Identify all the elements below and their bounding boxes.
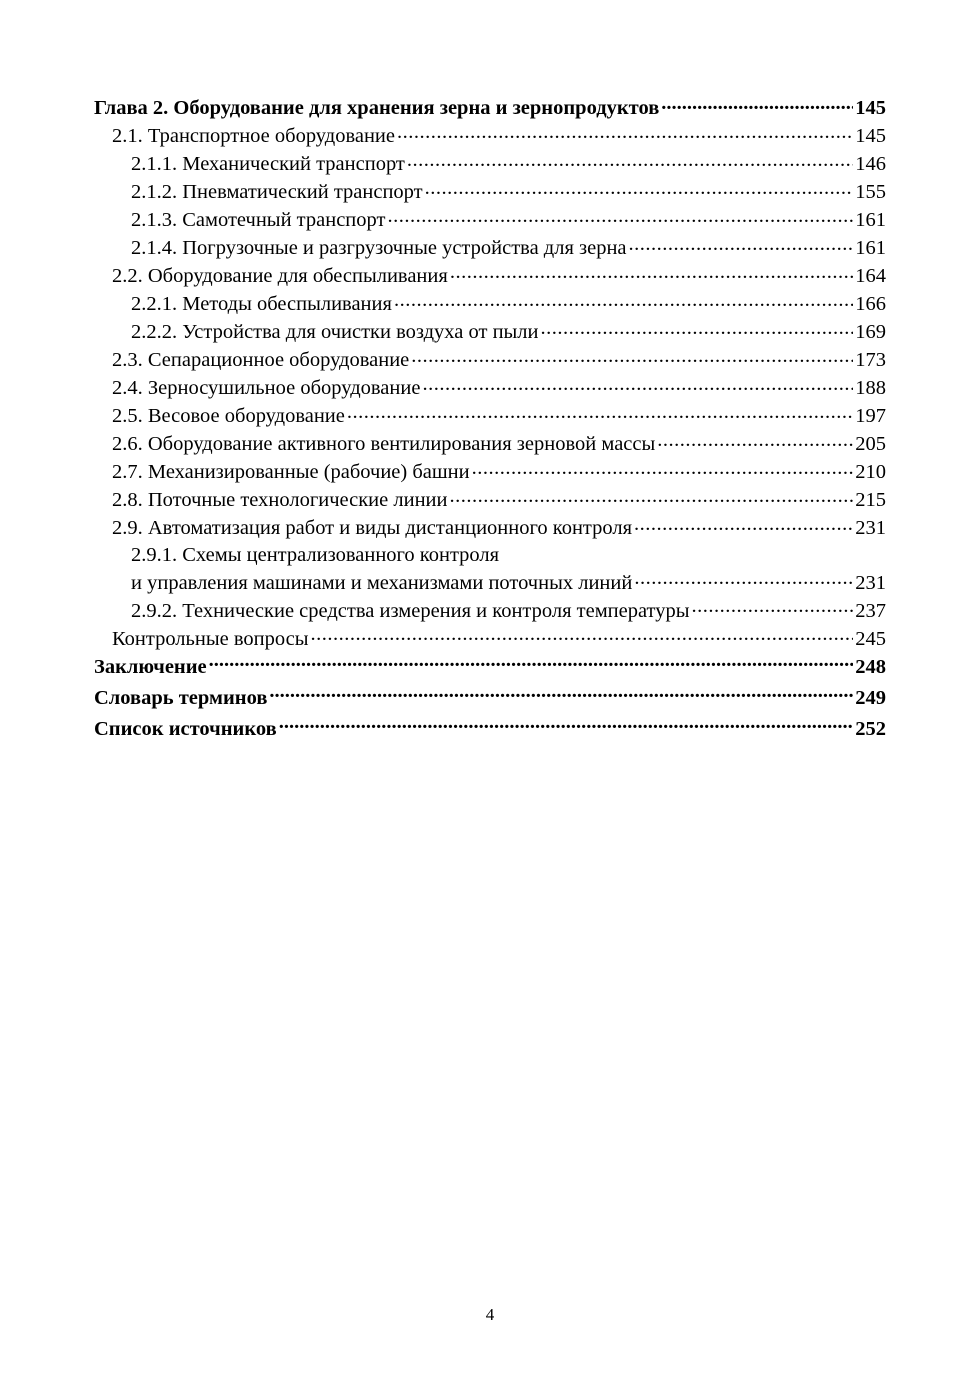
toc-entry-2-2[interactable] — [94, 262, 886, 290]
dot-leader — [269, 684, 853, 705]
toc-entry-page: 161 — [855, 237, 886, 259]
table-of-contents — [94, 93, 886, 745]
toc-entry-page: 248 — [855, 656, 886, 678]
toc-entry-title: 2.1. Транспортное оборудование — [112, 125, 395, 147]
toc-entry-2-9-1[interactable] — [94, 568, 886, 596]
toc-entry-2-1-2[interactable] — [94, 178, 886, 206]
toc-entry-page: 231 — [855, 571, 886, 594]
toc-entry-2-2-1[interactable] — [94, 290, 886, 318]
toc-entry-page: 205 — [855, 433, 886, 455]
toc-entry-title: 2.8. Поточные технологические линии — [112, 489, 448, 511]
dot-leader — [657, 430, 853, 451]
toc-entry-title: 2.2. Оборудование для обеспыливания — [112, 265, 448, 287]
page-number: 4 — [485, 1305, 495, 1324]
toc-entry-title: Заключение — [94, 656, 207, 678]
dot-leader — [472, 458, 854, 479]
toc-entry-2-7[interactable] — [94, 458, 886, 486]
dot-leader — [541, 318, 854, 339]
toc-entry-page: 145 — [855, 125, 886, 147]
toc-entry-2-6[interactable] — [94, 430, 886, 458]
toc-entry-page: 215 — [855, 489, 886, 511]
toc-entry-2-4[interactable] — [94, 374, 886, 402]
dot-leader — [661, 93, 853, 114]
toc-entry-title: 2.9.2. Технические средства измерения и контроля температуры — [131, 599, 690, 622]
toc-entry-page: 161 — [855, 209, 886, 231]
toc-entry-2-9-1-line1[interactable]: 2.9.1. Схемы централизованного контроля — [131, 543, 500, 566]
dot-leader — [397, 122, 853, 143]
toc-entry-2-1-3[interactable] — [94, 206, 886, 234]
toc-entry-title: 2.6. Оборудование активного вентилирования зерновой массы — [112, 433, 656, 455]
dot-leader — [450, 262, 853, 283]
toc-entry-2-1[interactable] — [94, 122, 886, 150]
toc-entry-title: Словарь терминов — [94, 687, 268, 709]
dot-leader — [422, 374, 853, 395]
dot-leader — [407, 150, 853, 171]
toc-entry-conclusion[interactable] — [94, 652, 886, 683]
dot-leader — [209, 653, 854, 674]
toc-entry-title: 2.1.4. Погрузочные и разгрузочные устройства для зерна — [131, 237, 627, 259]
toc-entry-title: 2.7. Механизированные (рабочие) башни — [112, 461, 470, 483]
toc-entry-page: 210 — [855, 461, 886, 483]
toc-entry-page: 197 — [855, 405, 886, 427]
toc-entry-title: Контрольные вопросы — [112, 627, 309, 650]
toc-entry-title: Список источников — [94, 718, 277, 740]
toc-entry-page: 252 — [855, 718, 886, 740]
toc-entry-page: 237 — [855, 599, 886, 622]
toc-entry-title: и управления машинами и механизмами поточных линий — [131, 571, 633, 594]
dot-leader — [387, 206, 853, 227]
dot-leader — [394, 290, 853, 311]
toc-entry-page: 145 — [855, 96, 886, 119]
toc-entry-title: 2.2.2. Устройства для очистки воздуха от пыли — [131, 321, 539, 343]
dot-leader — [692, 596, 854, 617]
toc-entry-page: 166 — [855, 293, 886, 315]
dot-leader — [634, 514, 853, 535]
toc-entry-page: 173 — [855, 349, 886, 371]
toc-entry-page: 188 — [855, 377, 886, 399]
dot-leader — [449, 486, 853, 507]
toc-entry-glossary[interactable] — [94, 683, 886, 714]
toc-entry-page: 146 — [855, 153, 886, 175]
dot-leader — [279, 715, 854, 736]
dot-leader — [311, 624, 854, 645]
dot-leader — [629, 234, 854, 255]
toc-entry-title: 2.1.3. Самотечный транспорт — [131, 209, 386, 231]
toc-entry-title: 2.1.2. Пневматический транспорт — [131, 181, 423, 203]
toc-entry-2-3[interactable] — [94, 346, 886, 374]
toc-entry-page: 231 — [855, 517, 886, 539]
toc-entry-2-1-1[interactable] — [94, 150, 886, 178]
dot-leader — [634, 568, 853, 589]
toc-entry-chapter-2[interactable] — [94, 93, 886, 122]
toc-entry-title: 2.1.1. Механический транспорт — [131, 153, 405, 175]
toc-entry-2-5[interactable] — [94, 402, 886, 430]
toc-entry-page: 249 — [855, 687, 886, 709]
toc-entry-title: 2.3. Сепарационное оборудование — [112, 349, 410, 371]
dot-leader — [347, 402, 853, 423]
toc-entry-title: 2.5. Весовое оборудование — [112, 405, 345, 427]
toc-entry-page: 164 — [855, 265, 886, 287]
toc-entry-questions[interactable] — [94, 624, 886, 652]
toc-entry-2-8[interactable] — [94, 486, 886, 514]
toc-entry-2-9-2[interactable] — [94, 596, 886, 624]
toc-entry-2-1-4[interactable] — [94, 234, 886, 262]
toc-entry-title: 2.2.1. Методы обеспыливания — [131, 293, 392, 315]
toc-entry-sources[interactable] — [94, 714, 886, 745]
toc-entry-page: 155 — [855, 181, 886, 203]
toc-entry-title: Глава 2. Оборудование для хранения зерна и зернопродуктов — [94, 96, 660, 119]
toc-entry-2-2-2[interactable] — [94, 318, 886, 346]
toc-entry-title: 2.4. Зерносушильное оборудование — [112, 377, 421, 399]
toc-entry-title: 2.9. Автоматизация работ и виды дистанционного контроля — [112, 517, 633, 539]
dot-leader — [425, 178, 854, 199]
dot-leader — [411, 346, 853, 367]
toc-entry-page: 169 — [855, 321, 886, 343]
toc-entry-2-9[interactable] — [94, 514, 886, 542]
toc-entry-page: 245 — [855, 627, 886, 650]
